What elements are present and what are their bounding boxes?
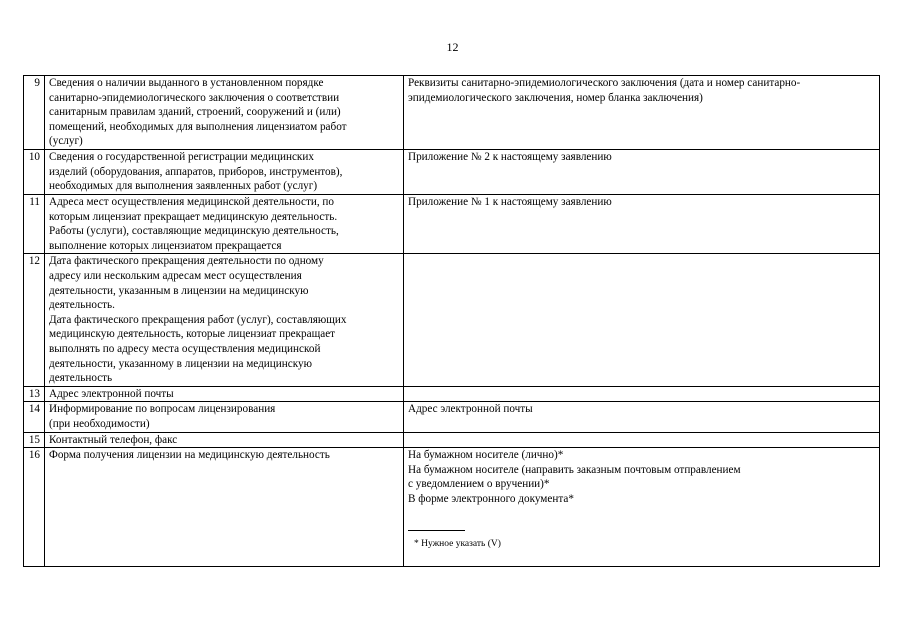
description-line: Форма получения лицензии на медицинскую деятельность [49,449,330,462]
row-number: 11 [24,195,45,254]
row-number: 10 [24,150,45,195]
option-paper-in-person[interactable]: На бумажном носителе (лично)* [408,449,564,462]
description-line: деятельность. [49,299,115,312]
row-value[interactable] [404,76,880,150]
row-description [45,386,404,402]
description-line: помещений, необходимых для выполнения лицензиатом работ [49,120,347,133]
table-row [24,386,880,402]
option-paper-by-mail[interactable]: На бумажном носителе (направить заказным почтовым отправлением [408,463,741,476]
description-line: изделий (оборудования, аппаратов, приборов, инструментов), [49,165,343,178]
value-line: Приложение № 1 к настоящему заявлению [408,196,612,208]
row-number: 12 [24,254,45,386]
row-description [45,448,404,567]
row-value-empty[interactable] [404,386,880,402]
table-row [24,448,880,567]
table-row [24,402,880,432]
description-line: Сведения о наличии выданного в установленном порядке [49,77,324,89]
row-number: 16 [24,448,45,567]
description-line: деятельности, указанным в лицензии на медицинскую [49,284,309,297]
description-line: Адреса мест осуществления медицинской деятельности, по [49,196,335,208]
row-value[interactable] [404,402,880,432]
table-row [24,432,880,448]
description-line: адресу или нескольким адресам мест осуществления [49,269,302,282]
row-description [45,76,404,150]
row-number: 9 [24,76,45,150]
description-line: Сведения о государственной регистрации медицинских [49,151,314,163]
description-line: которым лицензиат прекращает медицинскую деятельность. [49,210,338,223]
option-paper-by-mail-continued: с уведомлением о вручении)* [408,478,550,491]
option-electronic[interactable]: В форме электронного документа* [408,492,574,505]
value-line: Адрес электронной почты [408,403,533,416]
description-line: деятельности, указанному в лицензии на медицинскую [49,357,312,370]
value-line: Реквизиты санитарно-эпидемиологического заключения (дата и номер санитарно- [408,77,801,89]
description-line: медицинскую деятельность, которые лицензиат прекращает [49,328,336,341]
description-line: Адрес электронной почты [49,387,174,400]
footnote-divider [408,530,465,531]
row-description [45,432,404,448]
description-line: Работы (услуги), составляющие медицинскую деятельность, [49,225,339,238]
table-row [24,195,880,254]
value-line: эпидемиологического заключения, номер бланка заключения) [408,91,703,104]
description-line: (при необходимости) [49,417,150,430]
row-value[interactable] [404,195,880,254]
table-body [24,76,880,567]
description-line: деятельность [49,372,113,385]
description-line: (услуг) [49,135,83,148]
table-row [24,150,880,195]
description-line: выполнение которых лицензиатом прекращается [49,239,282,252]
description-line: Контактный телефон, факс [49,433,178,446]
row-description [45,195,404,254]
description-line: санитарно-эпидемиологического заключения о соответствии [49,91,340,104]
description-line: необходимых для выполнения заявленных работ (услуг) [49,180,318,193]
row-description [45,254,404,386]
row-value-empty[interactable] [404,254,880,386]
row-value-empty[interactable] [404,432,880,448]
row-value[interactable] [404,448,880,567]
row-description [45,150,404,195]
table-row [24,254,880,386]
description-line: санитарным правилам зданий, строений, сооружений и (или) [49,106,341,119]
description-line: Дата фактического прекращения деятельности по одному [49,255,324,268]
row-number: 14 [24,402,45,432]
description-line: Информирование по вопросам лицензирования [49,403,276,416]
description-line: Дата фактического прекращения работ (услуг), составляющих [49,313,347,326]
row-value[interactable] [404,150,880,195]
row-number: 13 [24,386,45,402]
page-number: 12 [446,40,459,54]
license-form-table [23,75,880,567]
row-description [45,402,404,432]
value-line: Приложение № 2 к настоящему заявлению [408,151,612,163]
footnote: * Нужное указать (V) [414,539,501,550]
description-line: выполнять по адресу места осуществления медицинской [49,342,321,355]
row-number: 15 [24,432,45,448]
table-row [24,76,880,150]
